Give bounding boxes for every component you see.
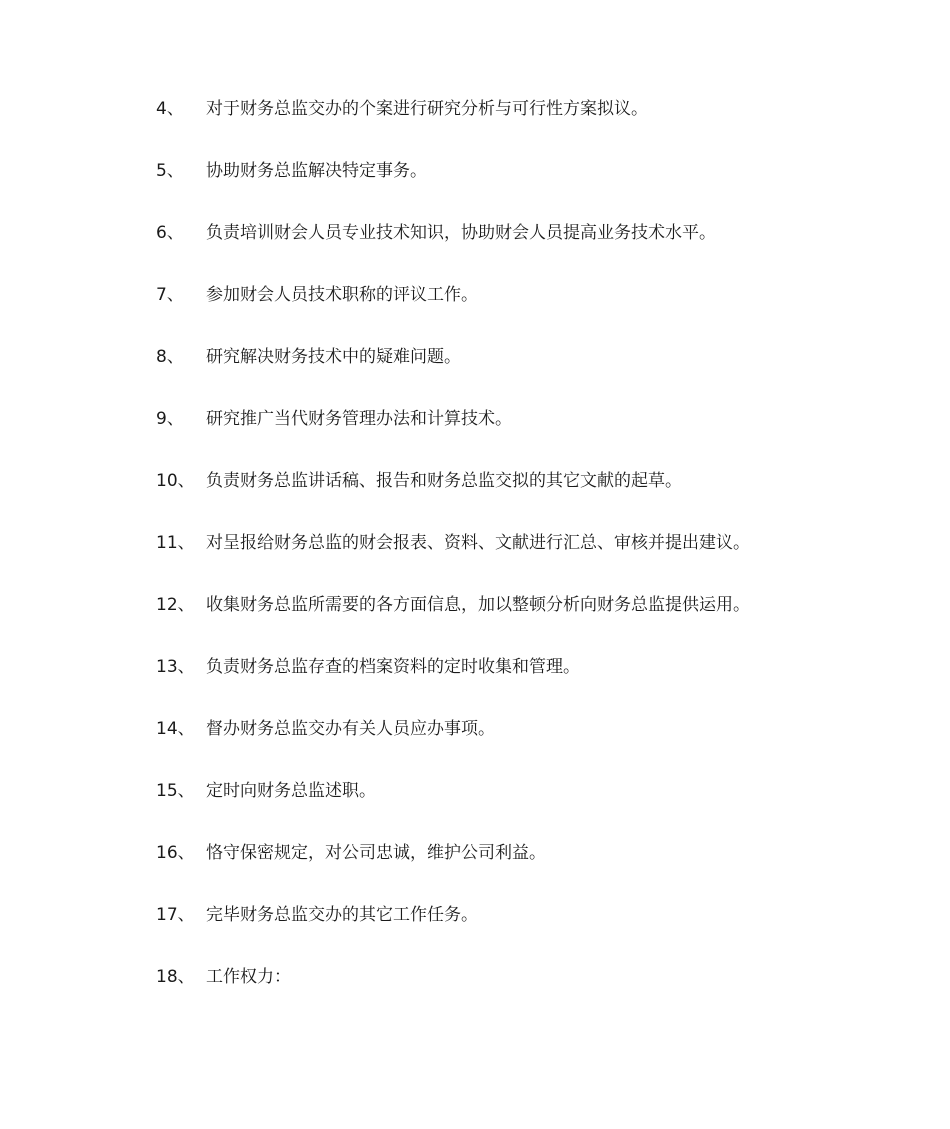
list-item [156,158,750,220]
item-text: 研究推广当代财务管理办法和计算技术。 [206,409,512,429]
item-text: 负责财务总监讲话稿、报告和财务总监交拟的其它文献的起草。 [206,471,682,491]
duty-list [156,96,750,1026]
list-item [156,964,750,1026]
item-number: 17、 [156,905,195,925]
list-item [156,716,750,778]
item-text: 负责财务总监存查的档案资料的定时收集和管理。 [206,657,580,677]
list-item [156,654,750,716]
item-number: 5、 [156,161,184,181]
list-item [156,406,750,468]
item-number: 4、 [156,99,184,119]
list-item [156,282,750,344]
list-item [156,902,750,964]
list-item [156,778,750,840]
item-number: 10、 [156,471,195,491]
list-item [156,220,750,282]
list-item [156,468,750,530]
item-number: 14、 [156,719,195,739]
item-text: 负责培训财会人员专业技术知识，协助财会人员提高业务技术水平。 [206,223,716,243]
item-text: 恪守保密规定，对公司忠诚，维护公司利益。 [206,843,546,863]
item-number: 15、 [156,781,195,801]
item-text: 参加财会人员技术职称的评议工作。 [206,285,478,305]
item-text: 工作权力： [206,967,291,987]
item-text: 研究解决财务技术中的疑难问题。 [206,347,461,367]
item-text: 完毕财务总监交办的其它工作任务。 [206,905,478,925]
item-number: 12、 [156,595,195,615]
item-text: 督办财务总监交办有关人员应办事项。 [206,719,495,739]
item-number: 18、 [156,967,195,987]
item-number: 7、 [156,285,184,305]
list-item [156,592,750,654]
list-item [156,530,750,592]
item-text: 对于财务总监交办的个案进行研究分析与可行性方案拟议。 [206,99,648,119]
item-text: 协助财务总监解决特定事务。 [206,161,427,181]
item-number: 16、 [156,843,195,863]
item-text: 收集财务总监所需要的各方面信息，加以整顿分析向财务总监提供运用。 [206,595,750,615]
list-item [156,840,750,902]
list-item [156,96,750,158]
item-text: 定时向财务总监述职。 [206,781,376,801]
item-number: 13、 [156,657,195,677]
item-number: 11、 [156,533,195,553]
item-text: 对呈报给财务总监的财会报表、资料、文献进行汇总、审核并提出建议。 [206,533,750,553]
item-number: 6、 [156,223,184,243]
list-item [156,344,750,406]
item-number: 8、 [156,347,184,367]
item-number: 9、 [156,409,184,429]
